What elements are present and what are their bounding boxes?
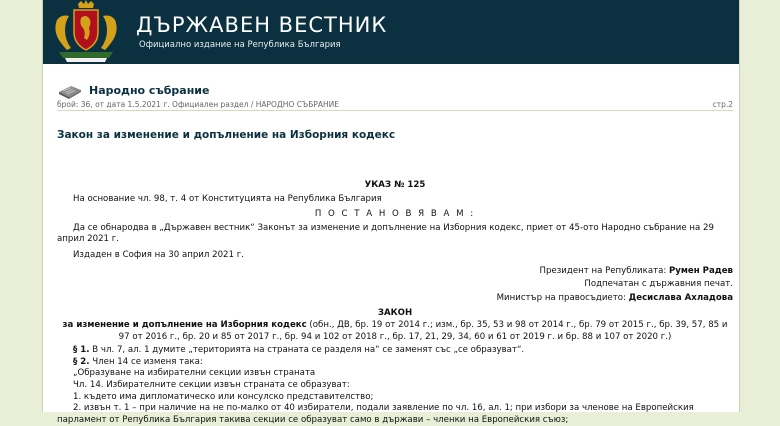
page-number: стр.2 (712, 100, 733, 109)
site-subtitle: Официално издание на Република България (139, 40, 341, 50)
minister-name: Десислава Ахладова (628, 292, 733, 303)
decree-issued: Издаден в София на 30 април 2021 г. (73, 249, 244, 260)
paragraph-2-mark: § 2. (73, 356, 90, 367)
page-background-left (0, 0, 40, 412)
site-title[interactable]: ДЪРЖАВЕН ВЕСТНИК (136, 13, 388, 37)
divider (57, 110, 733, 111)
law-title-ref: (обн., ДВ, бр. 19 от 2014 г.; изм., бр. 35, 53 и 98 от 2014 г., бр. 79 от 2015 г., бр. 39, 57, 85 и 97 от 2016 г., бр. 20 и 85 от 2017 г., бр. 94 и 102 от 2018 г., бр. 17, 21, 29, 34, 60 и 61 от 2019 г. и бр. 88 и 107 от 2020 г.) (118, 319, 728, 342)
decree-body: Да се обнародва в „Държавен вестник“ Законът за изменение и допълнение на Изборния кодекс, приет от 45-ото Народно събрание на 29 април 2021 г. (57, 222, 714, 245)
coat-of-arms-icon[interactable] (47, 0, 125, 64)
minister-signature (57, 293, 733, 305)
president-label: Президент на Републиката: (539, 265, 667, 276)
article-14-item-1: 1. където има дипломатическо или консулско представителство; (73, 391, 374, 402)
decree-heading: УКАЗ № 125 (364, 180, 426, 190)
decree-basis: На основание чл. 98, т. 4 от Конституцията на Република България (73, 193, 382, 204)
president-name: Румен Радев (669, 265, 733, 276)
act-title: Закон за изменение и допълнение на Изборния кодекс (57, 129, 396, 141)
issue-info: брой: 36, от дата 1.5.2021 г. Официален раздел / НАРОДНО СЪБРАНИЕ (57, 100, 339, 109)
law-title (57, 320, 733, 343)
section-title: Народно събрание (89, 84, 210, 97)
issue-meta (57, 100, 733, 109)
article-14-item-2: 2. извън т. 1 – при наличие на не по-малко от 40 избиратели, подали заявление по чл. 16, ал. 1; при избори за членове на Европейския парламент от Република България такива секции се образуват само в държави – членки на Европейския съюз; (57, 403, 694, 425)
law-heading: ЗАКОН (377, 308, 413, 319)
paragraph-2-text: Член 14 се изменя така: (89, 356, 203, 367)
document-page (42, 0, 740, 425)
paragraph-1-text: В чл. 7, ал. 1 думите „територията на страната се разделя на“ се заменят със „се образуват“. (89, 345, 525, 356)
law-title-bold: за изменение и допълнение на Изборния кодекс (62, 319, 307, 330)
quote-title: „Образуване на избирателни секции извън страната (73, 368, 316, 379)
president-signature (57, 266, 733, 278)
paragraph-1-mark: § 1. (73, 345, 90, 356)
site-header (43, 0, 739, 64)
minister-label: Министър на правосъдието: (496, 292, 626, 303)
article-14: Чл. 14. Избирателните секции извън страната се образуват: (73, 379, 350, 390)
paragraph-1 (57, 345, 733, 357)
decree-decides: П О С Т А Н О В Я В А М : (314, 209, 476, 220)
newspaper-icon (57, 82, 83, 100)
document-body (57, 180, 733, 426)
paragraph-2 (57, 357, 733, 369)
page-background-right (740, 0, 780, 412)
seal-text: Подпечатан с държавния печат. (584, 279, 733, 290)
